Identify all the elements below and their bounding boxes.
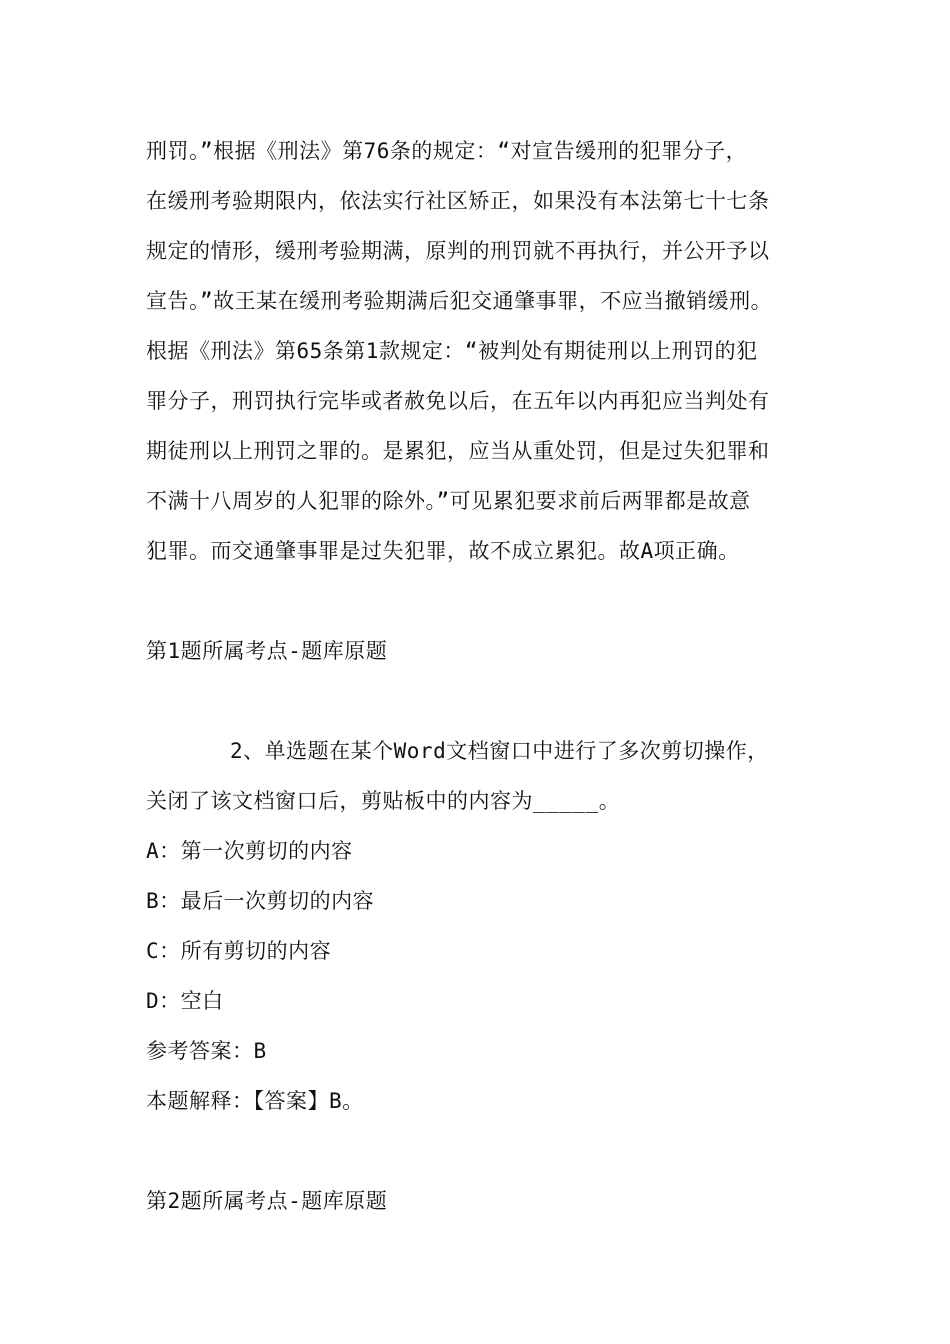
- explanation-line-4: 宣告。”故王某在缓刑考验期满后犯交通肇事罪，不应当撤销缓刑。: [146, 289, 773, 313]
- explanation-line-8: 不满十八周岁的人犯罪的除外。”可见累犯要求前后两罪都是故意: [146, 489, 751, 513]
- q2-option-c: C：所有剪切的内容: [146, 939, 332, 963]
- q2-answer: 参考答案：B: [146, 1039, 267, 1063]
- q2-explanation: 本题解释：【答案】B。: [146, 1089, 364, 1113]
- q2-stem-line-2: 关闭了该文档窗口后，剪贴板中的内容为_____。: [146, 789, 621, 813]
- explanation-line-2: 在缓刑考验期限内，依法实行社区矫正，如果没有本法第七十七条: [146, 189, 770, 213]
- explanation-line-5: 根据《刑法》第65条第1款规定：“被判处有期徒刑以上刑罚的犯: [146, 339, 758, 363]
- q2-stem-line-1: 2、单选题在某个Word文档窗口中进行了多次剪切操作，: [230, 739, 769, 763]
- explanation-line-6: 罪分子，刑罚执行完毕或者赦免以后，在五年以内再犯应当判处有: [146, 389, 770, 413]
- q2-topic-label: 第2题所属考点-题库原题: [146, 1189, 388, 1213]
- q1-topic-label: 第1题所属考点-题库原题: [146, 639, 388, 663]
- explanation-line-7: 期徒刑以上刑罚之罪的。是累犯，应当从重处罚，但是过失犯罪和: [146, 439, 770, 463]
- q2-option-a: A：第一次剪切的内容: [146, 839, 353, 863]
- q2-option-d: D：空白: [146, 989, 224, 1013]
- explanation-line-9: 犯罪。而交通肇事罪是过失犯罪，故不成立累犯。故A项正确。: [146, 539, 740, 563]
- explanation-line-3: 规定的情形，缓刑考验期满，原判的刑罚就不再执行，并公开予以: [146, 239, 770, 263]
- q2-option-b: B：最后一次剪切的内容: [146, 889, 375, 913]
- explanation-line-1: 刑罚。”根据《刑法》第76条的规定：“对宣告缓刑的犯罪分子，: [146, 139, 748, 163]
